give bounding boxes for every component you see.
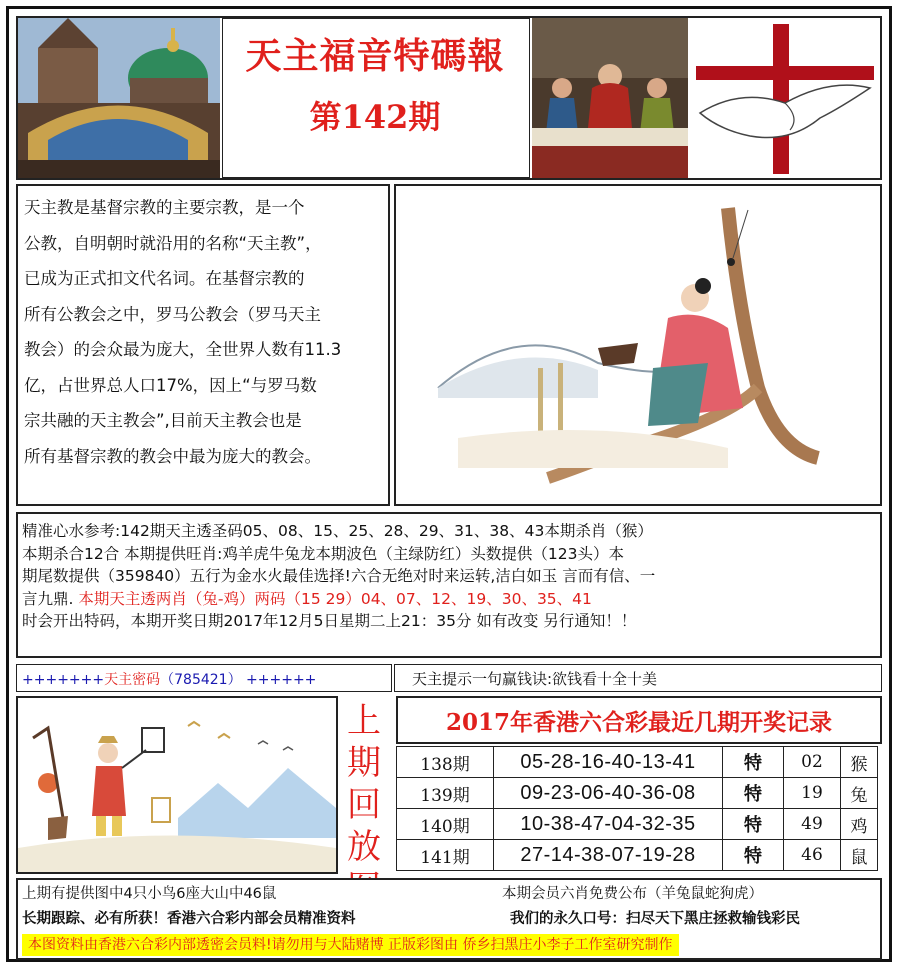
cathedral-image bbox=[18, 18, 220, 178]
bird-catcher-illustration bbox=[18, 698, 336, 872]
record-issue: 138期 bbox=[397, 747, 494, 778]
secret-code-value: （785421） bbox=[160, 672, 242, 688]
table-row bbox=[397, 747, 878, 778]
bottom-row-1 bbox=[22, 882, 878, 906]
issue-number: 第142期 bbox=[309, 98, 441, 136]
record-numbers: 05-28-16-40-13-41 bbox=[494, 747, 723, 778]
record-numbers: 27-14-38-07-19-28 bbox=[494, 840, 723, 871]
table-row bbox=[397, 840, 878, 871]
record-special-label: 特 bbox=[723, 778, 784, 809]
hint-text: 天主提示一句赢钱诀:欲钱看十全十美 bbox=[412, 670, 658, 688]
intro-line: 天主教是基督宗教的主要宗教，是一个 bbox=[24, 198, 305, 217]
reference-line: 精准心水参考:142期天主透圣码05、08、15、25、28、29、31、38、43本期杀肖（猴） bbox=[22, 522, 653, 540]
intro-line: 亿，占世界总人口17%，因上“与罗马数 bbox=[24, 375, 317, 395]
secret-prefix: +++++++ bbox=[22, 672, 105, 688]
intro-line: 公教，自明朝时就沿用的名称“天主教”， bbox=[24, 233, 322, 253]
intro-text bbox=[24, 190, 388, 474]
intro-line: 宗共融的天主教会”,目前天主教会也是 bbox=[24, 411, 302, 430]
intro-line: 所有基督宗教的教会中最为庞大的教会。 bbox=[24, 446, 321, 466]
table-row bbox=[397, 778, 878, 809]
record-numbers: 10-38-47-04-32-35 bbox=[494, 809, 723, 840]
record-zodiac: 鸡 bbox=[841, 809, 878, 840]
last-issue-note: 上期有提供图中4只小鸟6座大山中46鼠 bbox=[22, 886, 277, 902]
secret-code bbox=[22, 669, 316, 689]
replay-char: 上 bbox=[347, 701, 381, 741]
record-issue: 141期 bbox=[397, 840, 494, 871]
replay-char: 回 bbox=[347, 785, 381, 825]
table-row bbox=[397, 809, 878, 840]
reference-highlight: 本期天主透两肖（兔-鸡）两码（15 29）04、07、12、19、30、35、41 bbox=[73, 589, 592, 608]
record-special-label: 特 bbox=[723, 809, 784, 840]
record-special-label: 特 bbox=[723, 840, 784, 871]
reference-line bbox=[22, 588, 878, 611]
intro-line: 所有公教会之中，罗马公教会（罗马天主 bbox=[24, 304, 321, 324]
bottom-banner: 本图资料由香港六合彩内部透密会员料!请勿用与大陆赌博 正版彩图由 侨乡扫黑庄小李子工作室研究制作 bbox=[22, 934, 679, 956]
replay-char: 期 bbox=[347, 743, 381, 783]
reference-text-plain: 言九鼎. bbox=[22, 589, 74, 608]
record-zodiac: 鼠 bbox=[841, 840, 878, 871]
record-zodiac: 兔 bbox=[841, 778, 878, 809]
scholar-illustration bbox=[398, 188, 878, 502]
slogan: 我们的永久口号：扫尽天下黑庄拯救输钱彩民 bbox=[510, 911, 800, 927]
cross-dove-image bbox=[690, 18, 880, 178]
records-title: 2017年香港六合彩最近几期开奖记录 bbox=[445, 709, 832, 736]
secret-label: 天主密码 bbox=[104, 672, 161, 688]
reference-line: 本期杀合12合 本期提供旺肖:鸡羊虎牛兔龙本期波色（主绿防红）头数提供（123头）本 bbox=[22, 544, 624, 563]
record-special-number: 49 bbox=[784, 809, 841, 840]
record-special-number: 02 bbox=[784, 747, 841, 778]
record-issue: 140期 bbox=[397, 809, 494, 840]
bottom-info bbox=[22, 882, 878, 956]
reference-line: 期尾数提供（359840）五行为金水火最佳选择!六合无绝对时来运转,洁白如玉 言而有信、一 bbox=[22, 567, 656, 585]
bottom-row-2 bbox=[22, 906, 878, 932]
intro-line: 已成为正式扣文代名词。在基督宗教的 bbox=[24, 269, 305, 288]
intro-line: 教会）的会众最为庞大，全世界人数有11.3 bbox=[24, 340, 342, 359]
reference-line: 时会开出特码，本期开奖日期2017年12月5日星期二上21：35分 如有改变 另行通知！！ bbox=[22, 612, 637, 630]
record-special-number: 46 bbox=[784, 840, 841, 871]
records-panel bbox=[390, 696, 882, 874]
records-table bbox=[396, 746, 878, 871]
record-special-label: 特 bbox=[723, 747, 784, 778]
record-zodiac: 猴 bbox=[841, 747, 878, 778]
secret-suffix: ++++++ bbox=[246, 672, 317, 688]
record-issue: 139期 bbox=[397, 778, 494, 809]
tracking-note: 长期跟踪、必有所获！香港六合彩内部会员精准资料 bbox=[22, 911, 356, 927]
last-supper-image bbox=[532, 18, 688, 178]
replay-char: 放 bbox=[347, 827, 381, 867]
page-title: 天主福音特碼報 bbox=[245, 35, 505, 77]
record-numbers: 09-23-06-40-36-08 bbox=[494, 778, 723, 809]
reference-text bbox=[22, 520, 878, 633]
record-special-number: 19 bbox=[784, 778, 841, 809]
free-zodiac-note: 本期会员六肖免费公布（羊兔鼠蛇狗虎） bbox=[502, 886, 763, 902]
